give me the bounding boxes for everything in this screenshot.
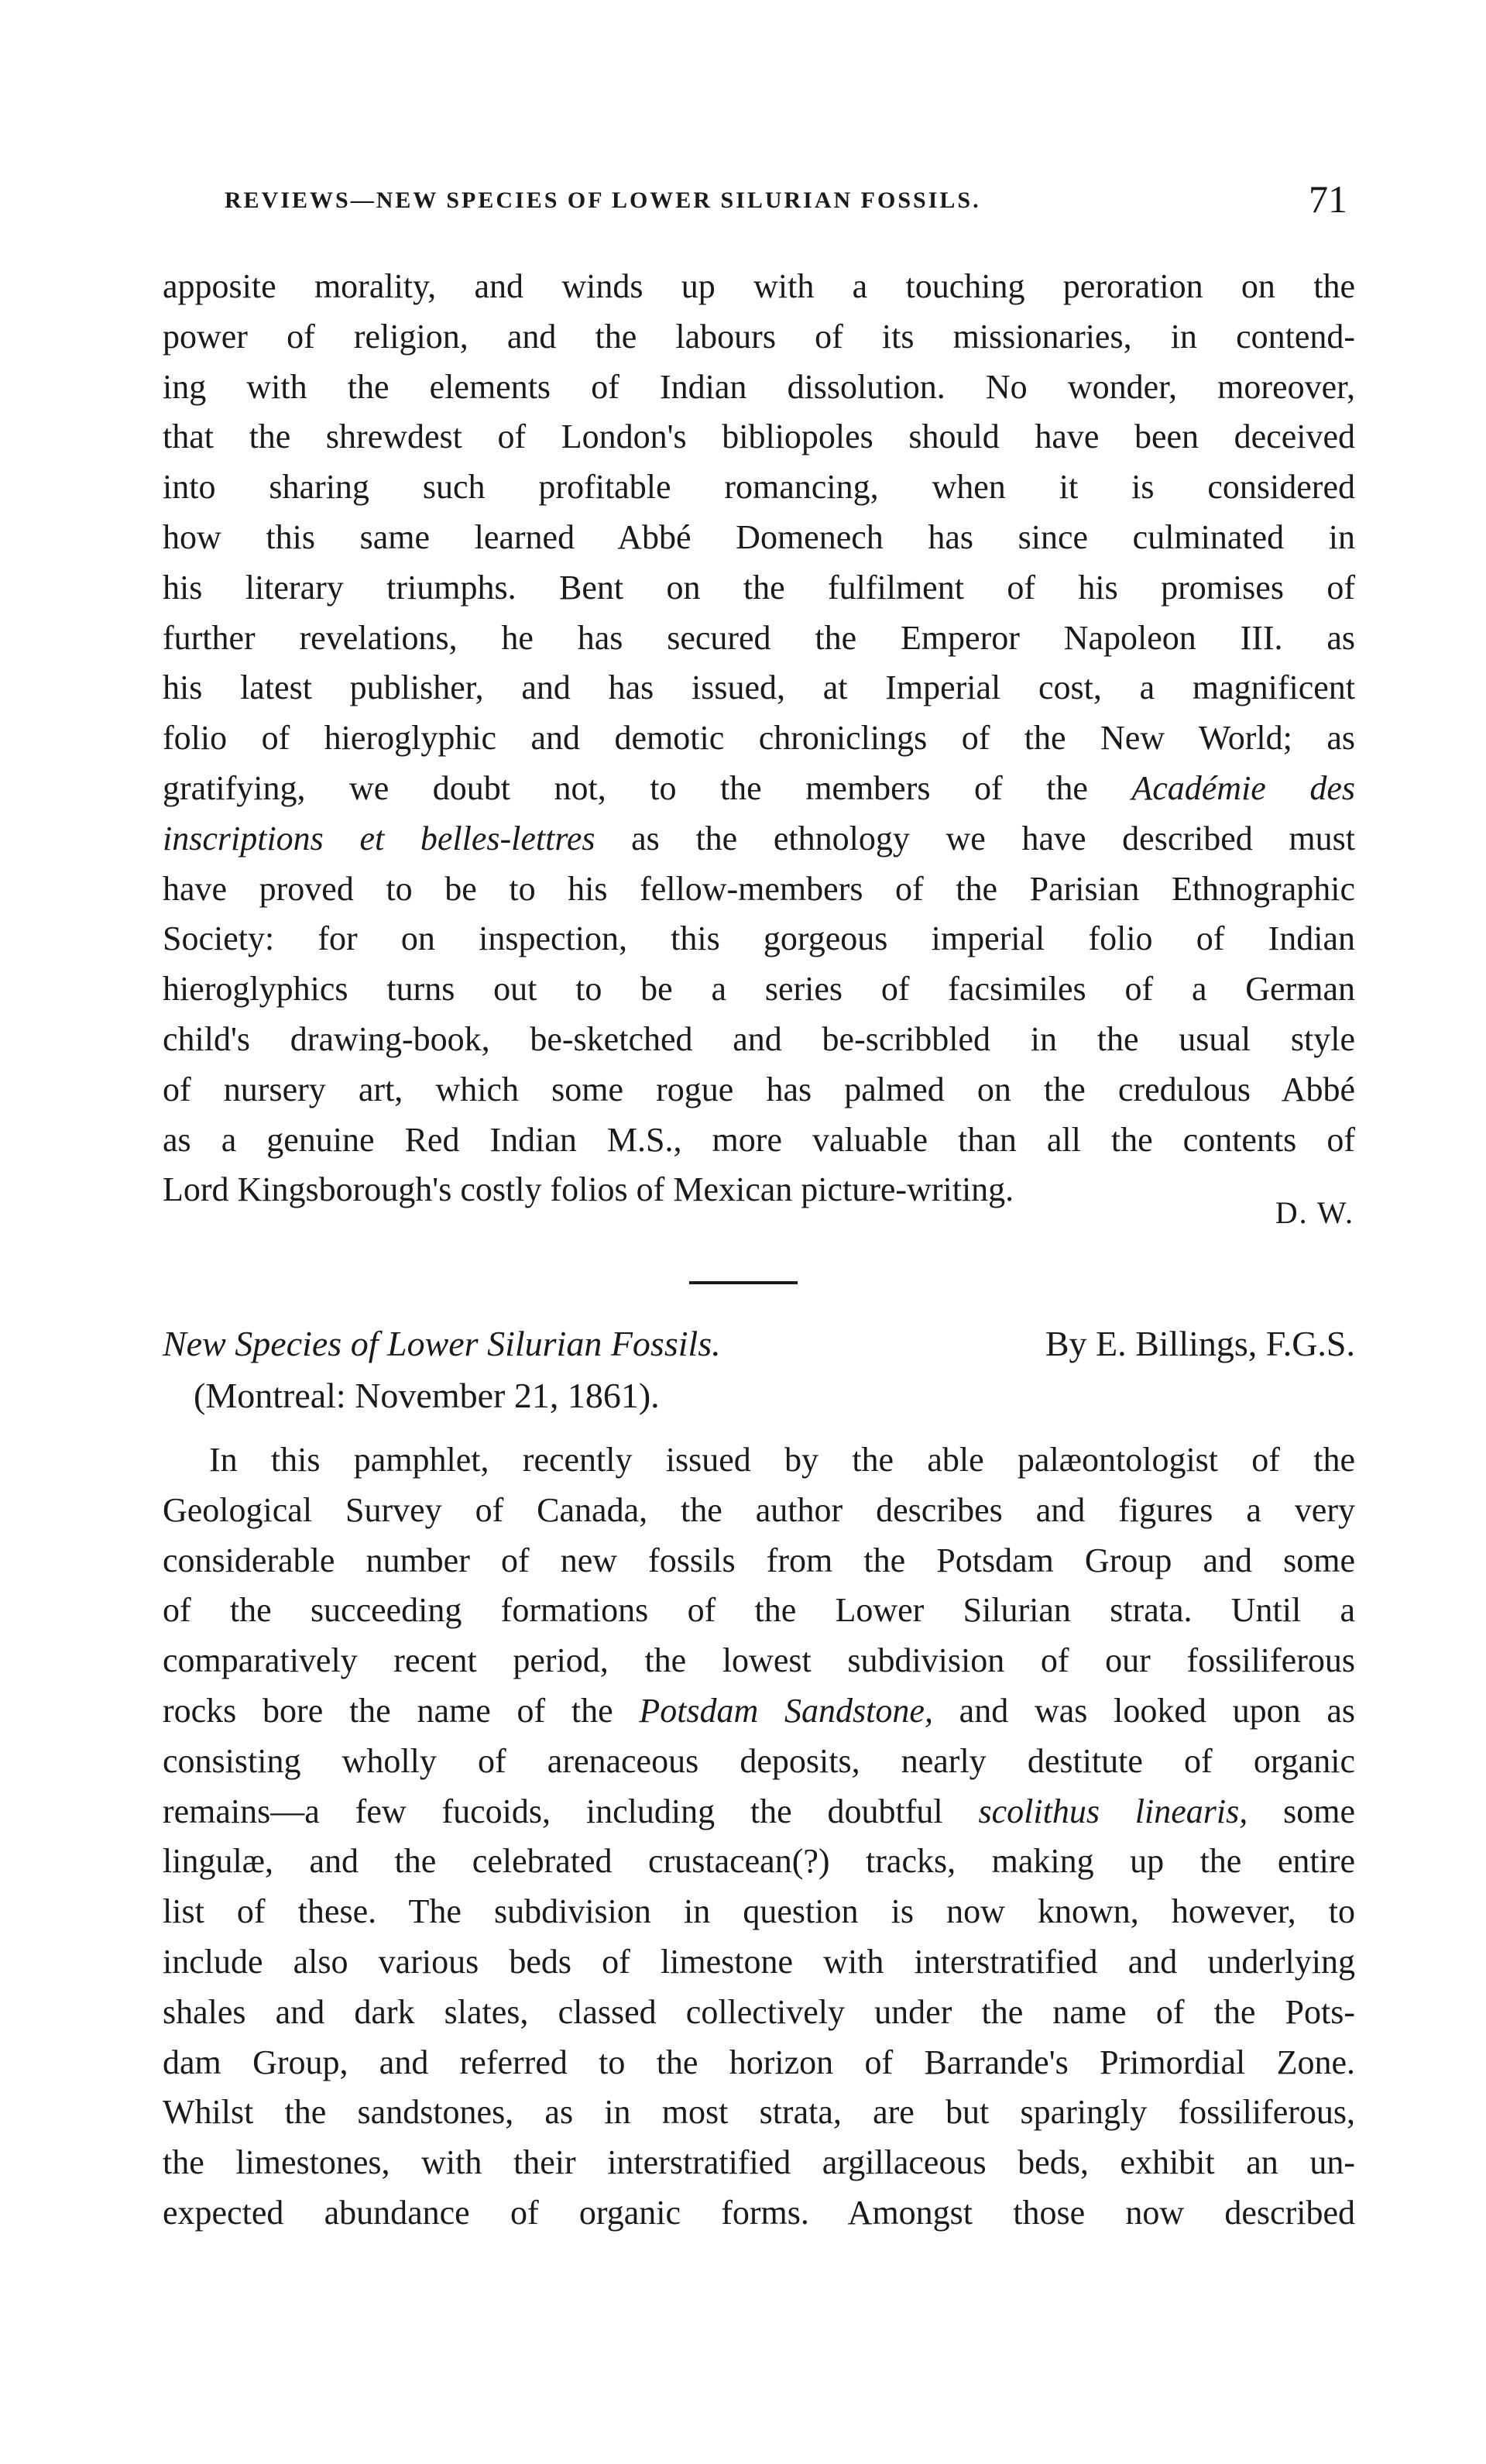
text-line: that the shrewdest of London's bibliopoles should have been deceived xyxy=(163,418,1355,456)
text-line: consisting wholly of arenaceous deposits, nearly destitute of organic xyxy=(163,1741,1355,1780)
text-line: power of religion, and the labours of its missionaries, in contend- xyxy=(163,317,1355,356)
text-segment: some xyxy=(1247,1792,1355,1830)
italic-term-inscriptions: inscriptions et belles-lettres xyxy=(163,819,595,857)
text-line: dam Group, and referred to the horizon of Barrande's Primordial Zone. xyxy=(163,2043,1355,2081)
text-line: of nursery art, which some rogue has palmed on the credulous Abbé xyxy=(163,1070,1355,1108)
review-two-heading xyxy=(163,1317,1355,1371)
text-line: hieroglyphics turns out to be a series of facsimiles of a German xyxy=(163,970,1355,1009)
text-line: list of these. The subdivision in question is now known, however, to xyxy=(163,1892,1355,1931)
text-line: ing with the elements of Indian dissolution. No wonder, moreover, xyxy=(163,367,1355,406)
text-line: of the succeeding formations of the Lower Silurian strata. Until a xyxy=(163,1591,1355,1630)
text-segment: and was looked upon as xyxy=(932,1691,1355,1730)
review-heading-date: (Montreal: November 21, 1861). xyxy=(194,1376,660,1415)
page-number: 71 xyxy=(1309,177,1347,221)
text-line xyxy=(163,814,1355,864)
running-title: REVIEWS—NEW SPECIES OF LOWER SILURIAN FOSSILS. xyxy=(225,187,981,213)
running-head xyxy=(225,177,1347,223)
review-one-text xyxy=(163,262,1355,1215)
text-segment: remains—a few fucoids, including the doubtful xyxy=(163,1792,979,1830)
italic-term-scolithus: scolithus linearis, xyxy=(978,1792,1248,1830)
text-line: further revelations, he has secured the Emperor Napoleon III. as xyxy=(163,618,1355,657)
text-line: comparatively recent period, the lowest subdivision of our fossiliferous xyxy=(163,1641,1355,1680)
italic-term-academie: Académie des xyxy=(1131,768,1355,807)
text-line xyxy=(163,764,1355,814)
text-line: Whilst the sandstones, as in most strata, are but sparingly fossiliferous, xyxy=(163,2093,1355,2132)
text-line: In this pamphlet, recently issued by the able palæontologist of the xyxy=(209,1441,1355,1479)
text-line: include also various beds of limestone with interstratified and underlying xyxy=(163,1942,1355,1981)
text-segment: as the ethnology we have described must xyxy=(595,819,1355,857)
review-signature: D. W. xyxy=(1275,1195,1354,1230)
text-line: Lord Kingsborough's costly folios of Mexican picture-writing. xyxy=(163,1170,1014,1209)
text-line: folio of hieroglyphic and demotic chroniclings of the New World; as xyxy=(163,719,1355,758)
text-line: his literary triumphs. Bent on the fulfilment of his promises of xyxy=(163,568,1355,607)
text-segment: rocks bore the name of the xyxy=(163,1691,640,1730)
review-heading-title: New Species of Lower Silurian Fossils. xyxy=(163,1324,721,1363)
text-line: expected abundance of organic forms. Amongst those now described xyxy=(163,2193,1355,2232)
text-line: Geological Survey of Canada, the author describes and figures a very xyxy=(163,1490,1355,1529)
text-line: have proved to be to his fellow-members of the Parisian Ethnographic xyxy=(163,869,1355,908)
review-heading-author: By E. Billings, F.G.S. xyxy=(1045,1324,1355,1363)
text-line: considerable number of new fossils from the Potsdam Group and some xyxy=(163,1541,1355,1579)
text-line: lingulæ, and the celebrated crustacean(?) tracks, making up the entire xyxy=(163,1842,1355,1881)
text-line: shales and dark slates, classed collectively under the name of the Pots- xyxy=(163,1992,1355,2031)
section-divider xyxy=(689,1281,798,1284)
text-line: child's drawing-book, be-sketched and be-scribbled in the usual style xyxy=(163,1019,1355,1058)
text-line: into sharing such profitable romancing, when it is considered xyxy=(163,468,1355,507)
text-line xyxy=(163,1686,1355,1737)
text-line: Society: for on inspection, this gorgeous imperial folio of Indian xyxy=(163,919,1355,958)
text-line: the limestones, with their interstratified argillaceous beds, exhibit an un- xyxy=(163,2143,1355,2182)
italic-term-potsdam: Potsdam Sandstone, xyxy=(639,1691,933,1730)
text-line: apposite morality, and winds up with a touching peroration on the xyxy=(163,267,1355,305)
text-line xyxy=(163,1787,1355,1837)
text-line: his latest publisher, and has issued, at Imperial cost, a magnificent xyxy=(163,668,1355,707)
text-line: how this same learned Abbé Domenech has since culminated in xyxy=(163,517,1355,556)
review-two-text xyxy=(163,1435,1355,2239)
text-line: as a genuine Red Indian M.S., more valuable than all the contents of xyxy=(163,1120,1355,1159)
text-segment: gratifying, we doubt not, to the members of the xyxy=(163,768,1132,807)
